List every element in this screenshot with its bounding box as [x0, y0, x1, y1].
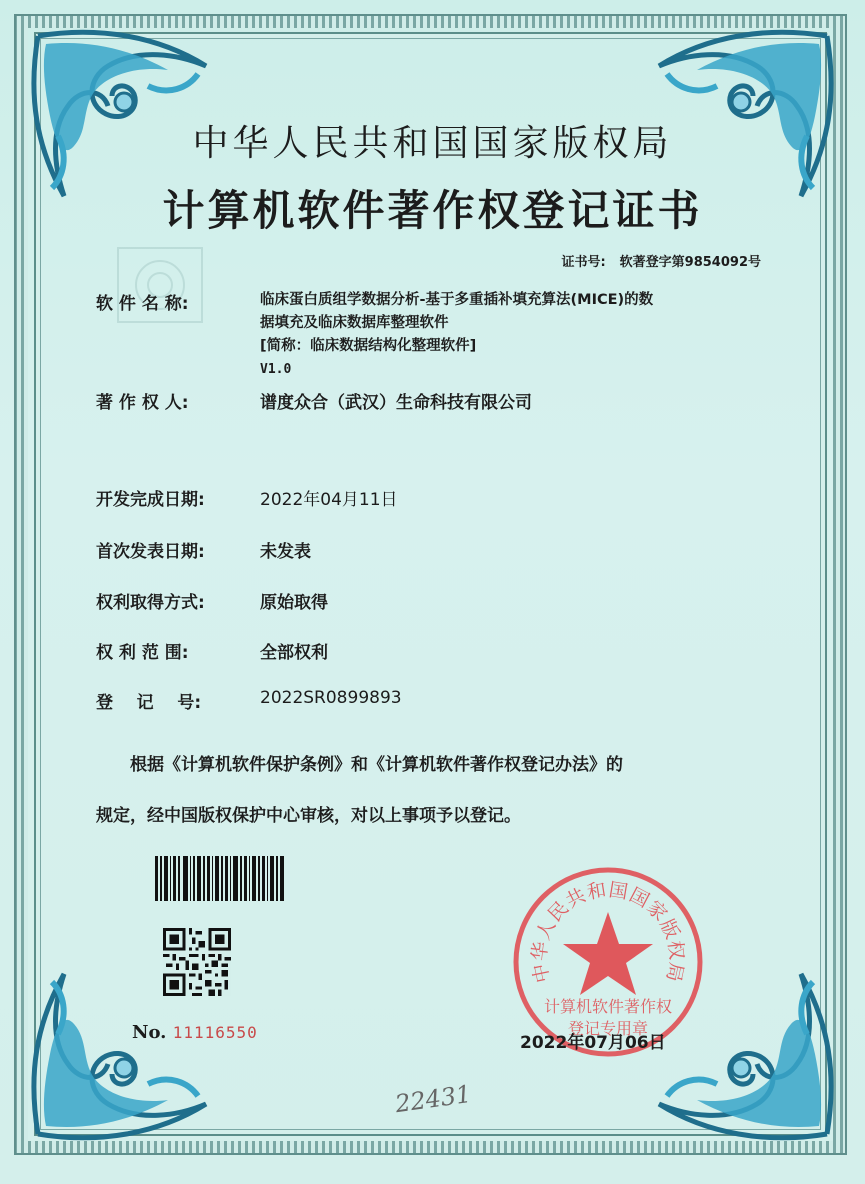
- copyright-holder-row: [96, 388, 796, 414]
- software-name-line-1: 临床蛋白质组学数据分析-基于多重插补填充算法(MICE)的数: [260, 292, 654, 308]
- certificate-number-value: 软著登字第9854092号: [619, 255, 761, 270]
- development-date-label: 开发完成日期:: [96, 490, 205, 510]
- serial-number: [132, 1022, 258, 1043]
- software-name-row: [96, 289, 796, 389]
- scope-of-rights-value: 全部权利: [260, 643, 328, 663]
- qr-code: [163, 928, 231, 996]
- software-name-value: [260, 289, 780, 381]
- software-name-line-2: 据填充及临床数据库整理软件: [260, 315, 449, 331]
- svg-text:登记专用章: 登记专用章: [567, 1019, 649, 1038]
- development-date-value: 2022年04月11日: [260, 490, 398, 510]
- acquisition-method-value: 原始取得: [260, 593, 328, 613]
- scope-of-rights-row: [96, 638, 796, 664]
- barcode: [155, 856, 285, 901]
- statement-line-1: 根据《计算机软件保护条例》和《计算机软件著作权登记办法》的: [130, 755, 623, 775]
- certificate-title: 计算机软件著作权登记证书: [162, 186, 703, 235]
- handwritten-note: 22431: [393, 1079, 473, 1119]
- software-name-label: 软 件 名 称:: [96, 294, 189, 314]
- first-publication-value: 未发表: [260, 542, 311, 562]
- software-version: V1.0: [260, 362, 292, 377]
- statement-line-2: 规定，经中国版权保护中心审核，对以上事项予以登记。: [96, 806, 521, 826]
- registration-number-row: [96, 688, 796, 714]
- serial-prefix: No.: [132, 1022, 167, 1043]
- acquisition-method-row: [96, 588, 796, 614]
- registration-number-label: 登 记 号:: [96, 693, 202, 713]
- development-date-row: [96, 485, 796, 511]
- acquisition-method-label: 权利取得方式:: [96, 593, 205, 613]
- certificate-number: [561, 251, 761, 270]
- first-publication-label: 首次发表日期:: [96, 542, 205, 562]
- svg-text:计算机软件著作权: 计算机软件著作权: [543, 997, 673, 1016]
- scope-of-rights-label: 权 利 范 围:: [96, 643, 189, 663]
- issue-date: 2022年07月06日: [520, 1033, 666, 1053]
- copyright-holder-label: 著 作 权 人:: [96, 393, 189, 413]
- serial-value: 11116550: [172, 1023, 258, 1042]
- svg-text:中华人民共和国国家版权局: 中华人民共和国国家版权局: [528, 878, 688, 985]
- first-publication-row: [96, 537, 796, 563]
- issuer-heading: 中华人民共和国国家版权局: [192, 123, 673, 164]
- registration-number-value: 2022SR0899893: [260, 688, 402, 708]
- copyright-holder-value: 谱度众合（武汉）生命科技有限公司: [260, 393, 532, 413]
- certificate-number-label: 证书号:: [561, 255, 606, 270]
- seal-star-icon: [563, 912, 653, 995]
- software-name-line-3: [简称：临床数据结构化整理软件]: [260, 338, 477, 354]
